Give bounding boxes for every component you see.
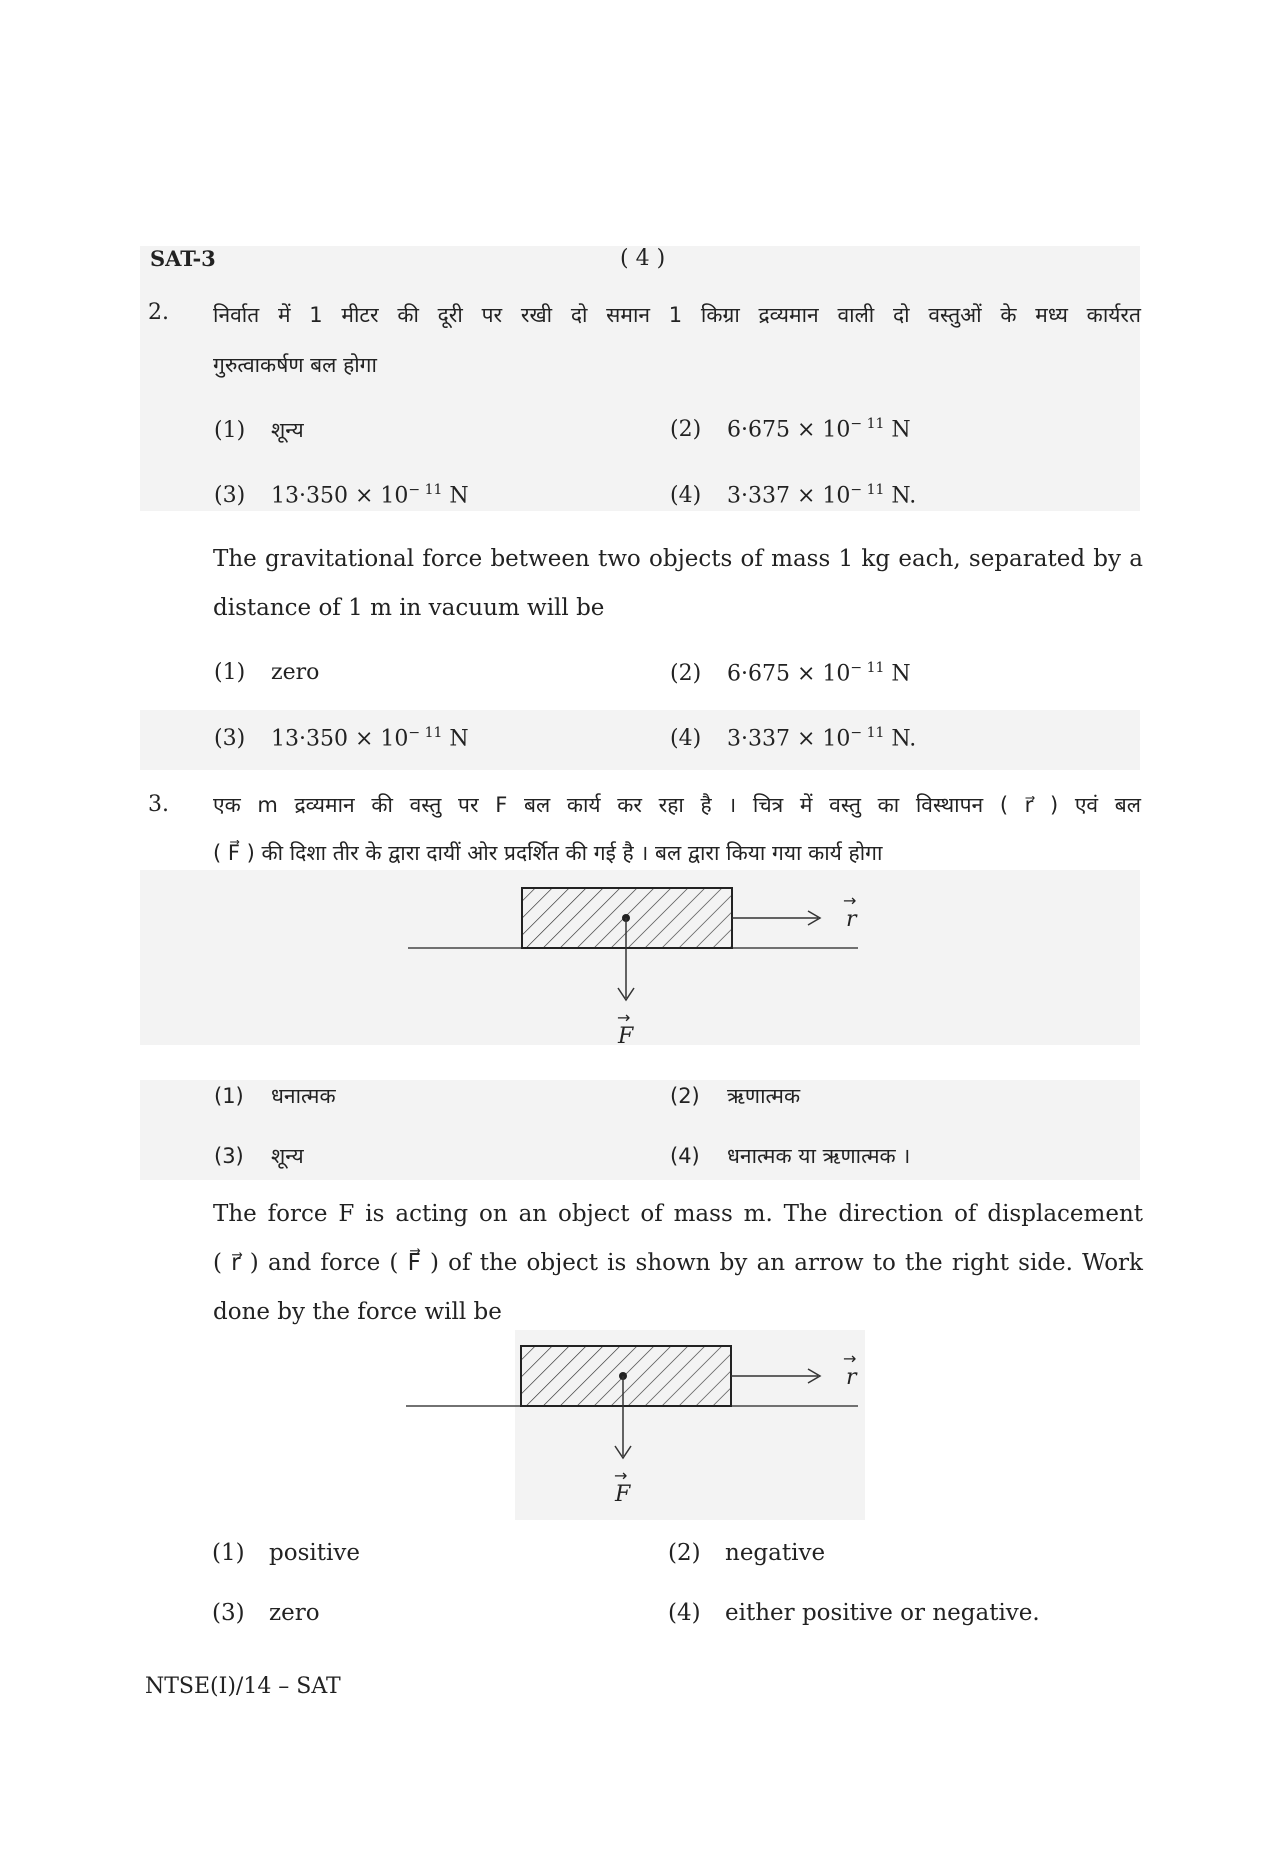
- q3-english-line-3: done by the force will be: [213, 1299, 502, 1325]
- q3-hindi-option-1: [214, 1082, 336, 1110]
- question-2-number: 2.: [148, 300, 169, 325]
- q3-english-diagram: [398, 1330, 868, 1510]
- q3-hindi-line-1: एक m द्रव्यमान की वस्तु पर F बल कार्य कर रहा है । चित्र में वस्तु का विस्थापन ( r⃗ ) एवं बल: [213, 793, 1141, 817]
- option-text: $13\cdot 350 \times 10^{- 11}$ N: [271, 725, 469, 752]
- option-text: धनात्मक या ऋणात्मक ।: [727, 1144, 911, 1168]
- q3-english-option-3: [212, 1600, 320, 1626]
- q2-english-line-1: The gravitational force between two objects of mass 1 kg each, separated by a: [213, 546, 1143, 572]
- q2-hindi-option-2: [670, 416, 911, 442]
- option-number: (2): [670, 661, 702, 687]
- q3-english-line-1: The force F is acting on an object of mass m. The direction of displacement: [213, 1201, 1143, 1227]
- option-text: zero: [269, 1600, 320, 1626]
- paper-code: SAT-3: [150, 246, 216, 271]
- option-number: (1): [214, 418, 246, 443]
- option-text: $6\cdot 675 \times 10^{- 11}$ N: [727, 416, 911, 443]
- r-vector-label: r: [846, 1365, 857, 1390]
- q3-english-option-1: [212, 1540, 360, 1566]
- option-text: negative: [725, 1540, 826, 1566]
- option-number: (1): [214, 660, 246, 685]
- r-vector-label: r: [846, 907, 857, 932]
- option-number: (2): [670, 1084, 700, 1108]
- option-text: $3\cdot 337 \times 10^{- 11}$ N.: [727, 725, 917, 752]
- option-text: धनात्मक: [271, 1084, 336, 1108]
- f-vector-arrow: →: [614, 1466, 628, 1485]
- option-text: शून्य: [271, 418, 304, 442]
- q3-english-option-2: [668, 1540, 825, 1566]
- option-number: (3): [214, 1144, 244, 1168]
- q2-english-line-2: distance of 1 m in vacuum will be: [213, 595, 605, 621]
- option-number: (1): [212, 1540, 245, 1566]
- option-number: (4): [670, 726, 702, 752]
- q2-english-option-2: [670, 660, 911, 686]
- q2-hindi-option-1: [214, 416, 304, 444]
- option-number: (3): [212, 1600, 245, 1626]
- option-text: $13\cdot 350 \times 10^{- 11}$ N: [271, 482, 469, 509]
- option-number: (1): [214, 1084, 244, 1108]
- option-text: zero: [271, 660, 320, 685]
- q2-hindi-line-2: गुरुत्वाकर्षण बल होगा: [213, 353, 377, 377]
- f-vector-label: F: [615, 1482, 631, 1507]
- option-number: (4): [670, 483, 702, 509]
- q2-english-option-3: [214, 725, 469, 751]
- q3-english-line-2: ( r⃗ ) and force ( F⃗ ) of the object is shown by an arrow to the right side. Work: [213, 1250, 1143, 1276]
- option-text: शून्य: [271, 1144, 304, 1168]
- option-text: ऋणात्मक: [727, 1084, 801, 1108]
- option-text: $6\cdot 675 \times 10^{- 11}$ N: [727, 660, 911, 687]
- q3-hindi-option-3: [214, 1142, 304, 1170]
- option-text: positive: [269, 1540, 360, 1566]
- option-number: (2): [668, 1540, 701, 1566]
- option-text: $3\cdot 337 \times 10^{- 11}$ N.: [727, 482, 917, 509]
- q2-hindi-option-3: [214, 482, 469, 508]
- option-number: (3): [214, 726, 246, 752]
- q3-english-option-4: [668, 1600, 1040, 1626]
- f-vector-arrow: →: [617, 1008, 631, 1027]
- option-number: (2): [670, 417, 702, 443]
- q2-english-option-1: [214, 660, 319, 685]
- option-text: either positive or negative.: [725, 1600, 1040, 1626]
- question-3-number: 3.: [148, 792, 169, 817]
- r-vector-arrow: →: [843, 891, 857, 910]
- option-number: (3): [214, 483, 246, 509]
- q3-hindi-option-4: [670, 1142, 910, 1170]
- q2-hindi-line-1: निर्वात में 1 मीटर की दूरी पर रखी दो समान 1 किग्रा द्रव्यमान वाली दो वस्तुओं के मध्य कार्यरत: [213, 303, 1141, 327]
- option-number: (4): [670, 1144, 700, 1168]
- page-number: ( 4 ): [620, 246, 666, 271]
- q3-hindi-option-2: [670, 1082, 800, 1110]
- q3-hindi-diagram: [400, 870, 870, 1050]
- option-number: (4): [668, 1600, 701, 1626]
- f-vector-label: F: [618, 1024, 634, 1049]
- footer-code: NTSE(I)/14 – SAT: [145, 1674, 341, 1699]
- q3-hindi-line-2: ( F⃗ ) की दिशा तीर के द्वारा दायीं ओर प्रदर्शित की गई है । बल द्वारा किया गया कार्य होगा: [213, 841, 883, 865]
- q2-hindi-option-4: [670, 482, 916, 508]
- q2-english-option-4: [670, 725, 916, 751]
- r-vector-arrow: →: [843, 1349, 857, 1368]
